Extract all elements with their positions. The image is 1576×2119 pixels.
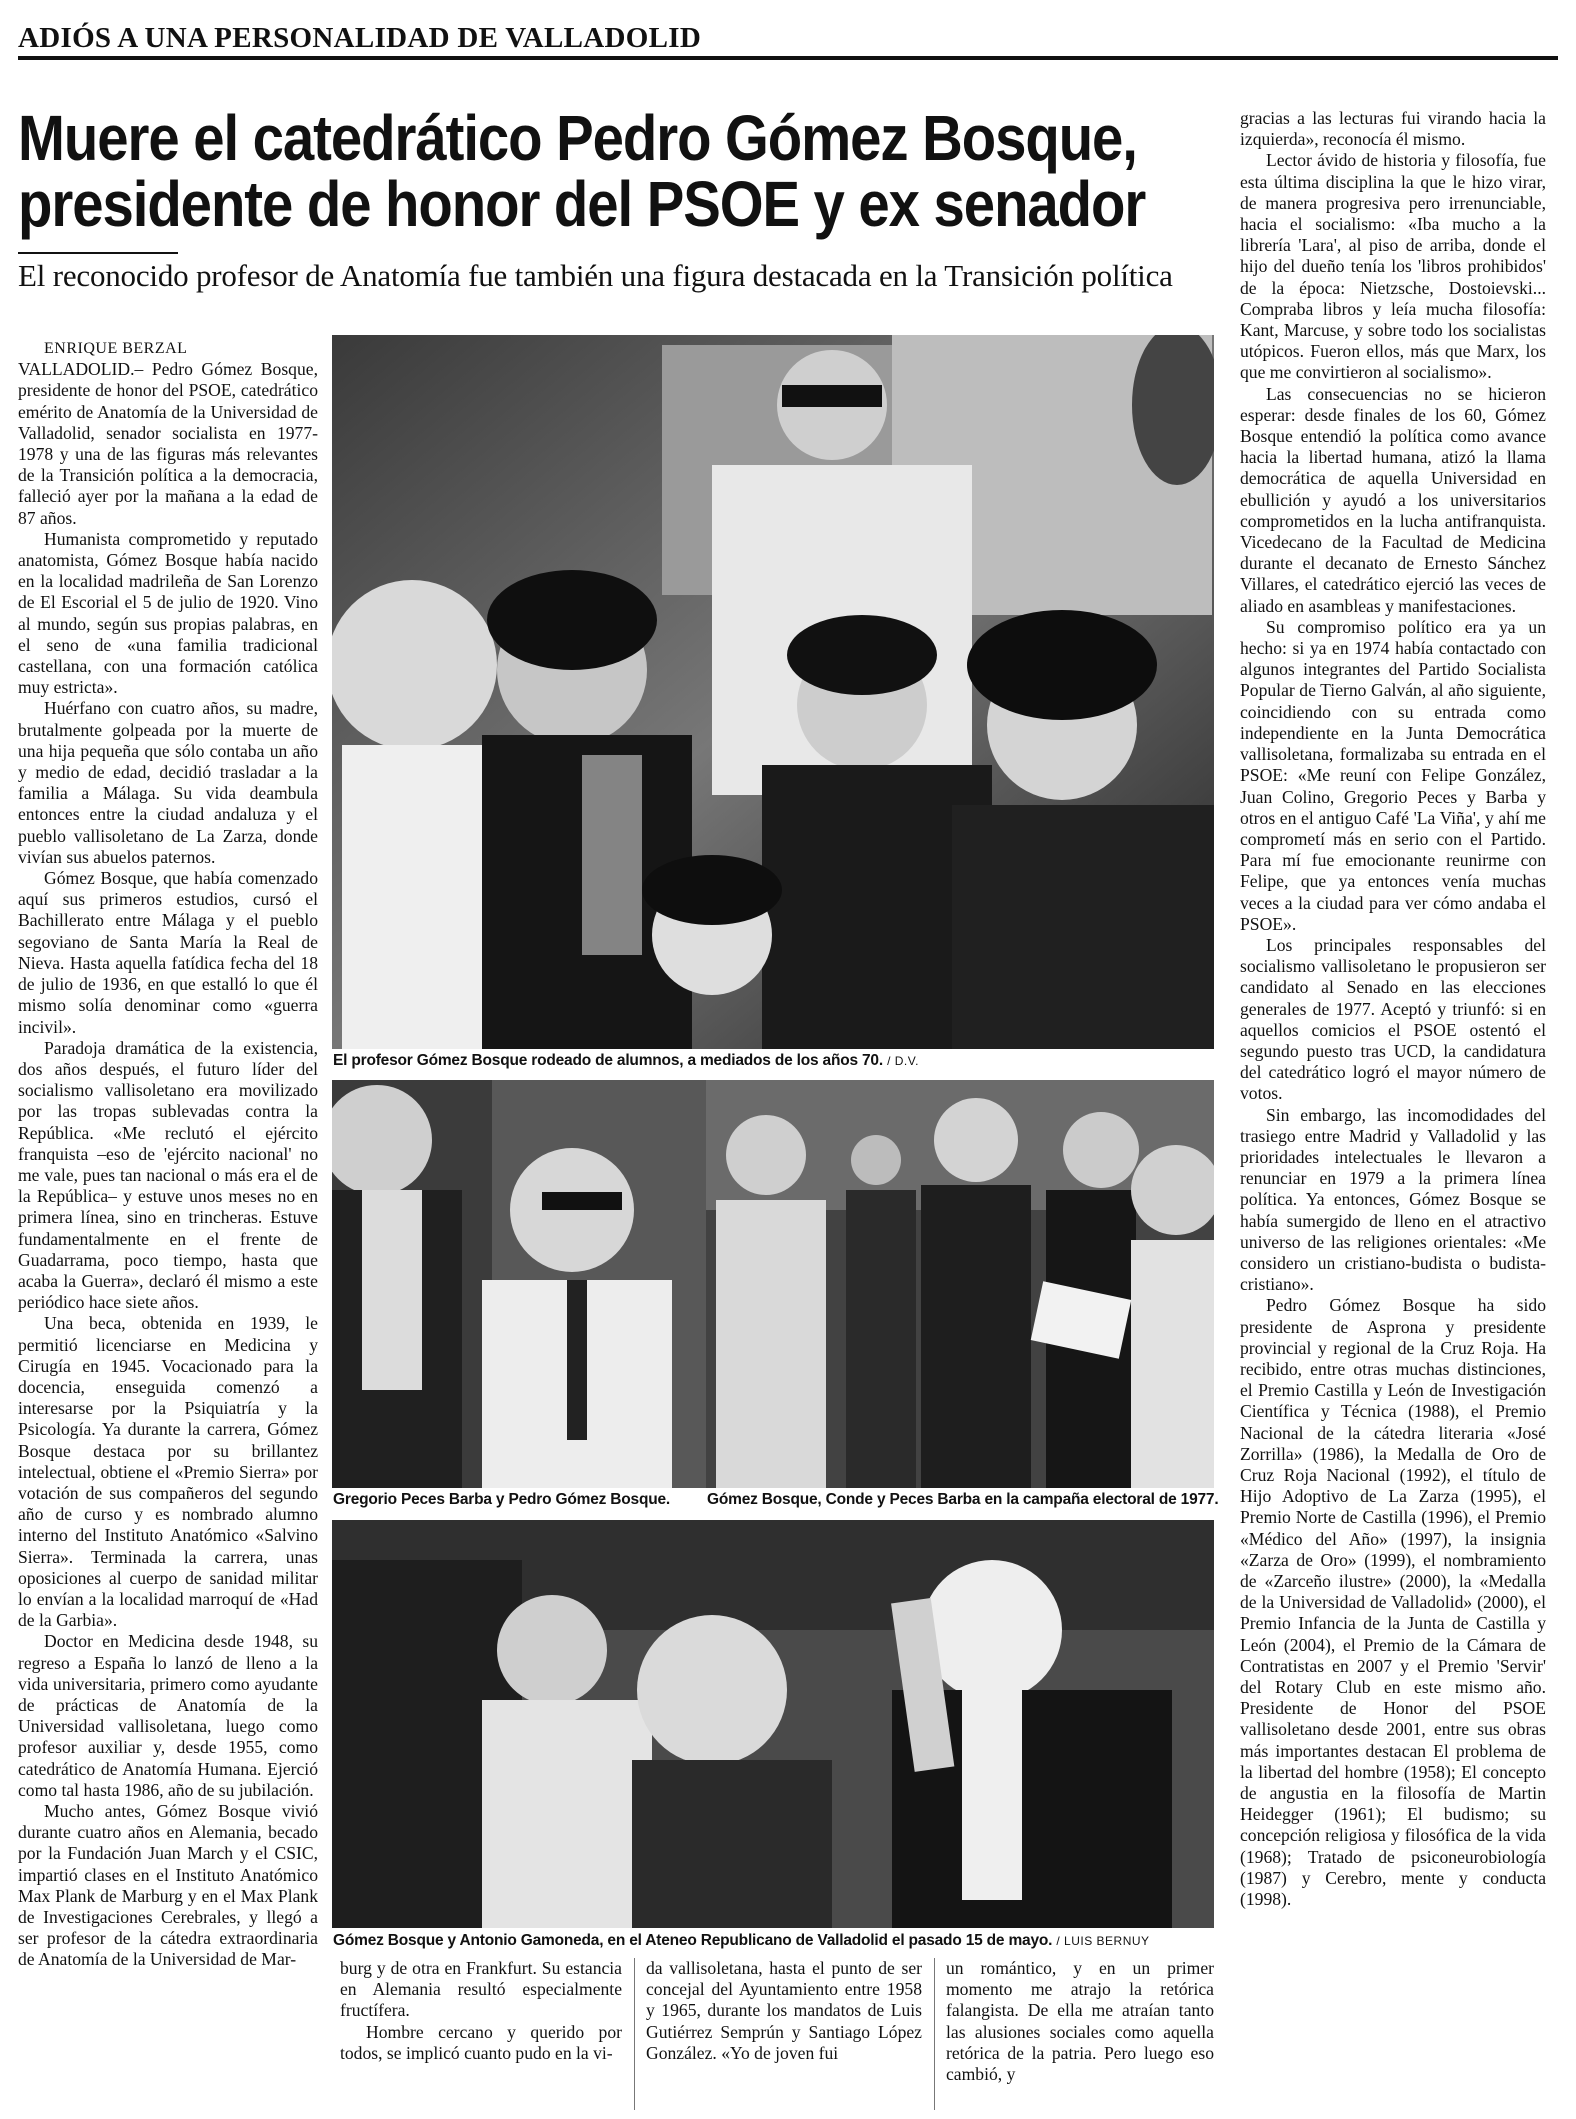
col1-paragraph: Mucho antes, Gómez Bosque vivió durante cuatro años en Alemania, becado por la Fundación Juan March y el CSIC, impartió clases en el Instituto Anatómico Max Plank de Marburg y en el Max Plank de Investigaciones Cerebrales, y llegó a ser profesor de la cátedra extraordinaria de Anatomía de la Universidad de Mar- xyxy=(18,1801,318,1970)
col1-paragraph: Doctor en Medicina desde 1948, su regreso a España lo lanzó de lleno a la vida universitaria, primero como ayudante de prácticas de Anatomía de la Universidad vallisoletana, luego como profesor auxiliar y, desde 1955, como catedrático de Anatomía Humana. Ejerció como tal hasta 1986, año de su jubilación. xyxy=(18,1631,318,1800)
headline-line-1: Muere el catedrático Pedro Gómez Bosque, xyxy=(18,102,1137,174)
bottom_col2-paragraph: burg y de otra en Frankfurt. Su estancia en Alemania resultó especialmente fructífera. xyxy=(340,1958,622,2021)
photo-main-image xyxy=(332,335,1214,1049)
photo-left-image xyxy=(332,1080,710,1488)
column-5 xyxy=(1240,108,1546,1910)
col1-paragraph: Paradoja dramática de la existencia, dos años después, el futuro líder del socialismo vallisoletano era movilizado por las tropas sublevadas contra la República. «Me reclutó el ejército franquista –eso de 'ejército nacional' no me vale, pues tan nacional o más era el de la República– y estuve unos meses no en primera línea, sino en trincheras. Estuve fundamentalmente en el frente de Guadarrama, poco tiempo, hasta que acaba la Guerra», declaró él mismo a este periódico hace siete años. xyxy=(18,1037,318,1313)
col5-paragraph: Sin embargo, las incomodidades del trasiego entre Madrid y Valladolid y las prioridades intelectuales le llevaron a renunciar en 1979 a la primera línea política. Ya entonces, Gómez Bosque se había sumergido de lleno en el atractivo universo de las religiones orientales: «Me considero un cristiano-budista o budista-cristiano». xyxy=(1240,1104,1546,1295)
column-3-bottom xyxy=(646,1958,922,2064)
photo-left xyxy=(332,1080,710,1488)
photo-right xyxy=(706,1080,1214,1488)
column-2-bottom xyxy=(340,1958,622,2064)
col5-paragraph: gracias a las lecturas fui virando hacia la izquierda», reconocía él mismo. xyxy=(1240,108,1546,150)
photo-main xyxy=(332,335,1214,1049)
column-rule xyxy=(934,1958,935,2110)
col5-paragraph: Su compromiso político era ya un hecho: si ya en 1974 había contactado con algunos integrantes del Partido Socialista Popular de Tierno Galván, al año siguiente, coincidiendo con su entrada como independiente en la Junta Democrática vallisoletana, formalizaba su entrada en el PSOE: «Me reuní con Felipe González, Juan Colino, Gregorio Peces y Barba y otros en el antiguo Café 'La Viña', y ahí me comprometí más en serio con el Partido. Para mí fue emocionante reunirme con Felipe, que ya entonces venía muchas veces a la ciudad para ver cómo andaba el PSOE». xyxy=(1240,616,1546,934)
photo-bottom-caption xyxy=(333,1932,1150,1950)
headline xyxy=(18,102,1146,240)
column-1 xyxy=(18,338,318,1971)
photo-bottom-caption-text: Gómez Bosque y Antonio Gamoneda, en el Ateneo Republicano de Valladolid el pasado 15 de mayo. xyxy=(333,1932,1053,1949)
col5-paragraph: Pedro Gómez Bosque ha sido presidente de Asprona y presidente provincial y regional de la Cruz Roja. Ha recibido, entre otras muchas distinciones, el Premio Castilla y León de Investigación Científica y Técnica (1988), el Premio Nacional de la cátedra literaria «José Zorrilla» (1986), la Medalla de Oro de Cruz Roja Nacional (1992), el título de Hijo Adoptivo de La Zarza (1995), el Premio Norte de Castilla (1996), el Premio «Médico del Año» (1997), la insignia «Zarza de Oro» (1999), el nombramiento de «Zarceño ilustre» (2000), la «Medalla de la Universidad de Valladolid» (2000), el Premio Infancia de la Junta de Castilla y León (2004), el Premio de la Cámara de Contratistas en 2007 y el Premio 'Servir' del Rotary Club en este mismo año. Presidente de Honor del PSOE vallisoletano desde 2001, entre sus obras más importantes destacan El problema de la libertad del hombre (1958); El concepto de angustia en la filosofía de Martin Heidegger (1961); El budismo; su concepción religiosa y filosófica de la vida (1968); Tratado de psiconeurobiología (1987) y Cerebro, mente y conducta (1998). xyxy=(1240,1295,1546,1910)
column-4-bottom xyxy=(946,1958,1214,2085)
subheadline: El reconocido profesor de Anatomía fue también una figura destacada en la Transición política xyxy=(18,258,1173,293)
photo-main-caption xyxy=(333,1052,919,1070)
photo-bottom-credit: / LUIS BERNUY xyxy=(1056,1934,1150,1948)
col1-paragraph: Huérfano con cuatro años, su madre, brutalmente golpeada por la muerte de una hija pequeña que sólo contaba un año y medio de edad, decidió trasladar a la familia a Málaga. Su vida deambula entonces entre la ciudad andaluza y el pueblo vallisoletano de La Zarza, donde vivían sus abuelos paternos. xyxy=(18,698,318,867)
col5-paragraph: Los principales responsables del socialismo vallisoletano le propusieron ser candidato al Senado en las elecciones generales de 1977. Aceptó y triunfó: si en aquellos comicios el PSOE ostentó el segundo puesto tras UCD, la candidatura del catedrático logró el mayor número de votos. xyxy=(1240,934,1546,1104)
column-rule xyxy=(634,1958,635,2110)
col5-paragraph: Lector ávido de historia y filosofía, fue esta última disciplina la que le hizo virar, de manera progresiva pero irrenunciable, hacia el socialismo: «Iba mucho a la librería 'Lara', al piso de arriba, donde el hijo del dueño tenía los 'libros prohibidos' de la época: Nietzsche, Dostoievski... Compraba libros y leía mucha filosofía: Kant, Marcuse, y sobre todo los socialistas utópicos. Fueron ellos, más que Marx, los que me convirtieron al socialismo». xyxy=(1240,150,1546,383)
byline: ENRIQUE BERZAL xyxy=(44,340,188,357)
photo-bottom xyxy=(332,1520,1214,1928)
photo-main-credit: / D.V. xyxy=(887,1054,919,1068)
col5-paragraph: Las consecuencias no se hicieron esperar: desde finales de los 60, Gómez Bosque entendió la política como avance hacia la libertad humana, atizó la llama democrática de aquella Universidad en ebullición y ayudó a los universitarios comprometidos en la lucha antifranquista. Vicedecano de la Facultad de Medicina durante el decanato de Ernesto Sánchez Villares, el catedrático ejerció las veces de aliado en asambleas y manifestaciones. xyxy=(1240,383,1546,616)
col1-paragraph: VALLADOLID.– Pedro Gómez Bosque, presidente de honor del PSOE, catedrático emérito de Anatomía de la Universidad de Valladolid, senador socialista en 1977-1978 y una de las figuras más relevantes de la Transición política a la democracia, falleció ayer por la mañana a la edad de 87 años. xyxy=(18,359,318,528)
photo-right-image xyxy=(706,1080,1214,1488)
headline-line-2: presidente de honor del PSOE y ex senador xyxy=(18,168,1146,240)
photo-right-caption: Gómez Bosque, Conde y Peces Barba en la campaña electoral de 1977. xyxy=(707,1491,1219,1508)
col1-paragraph: Una beca, obtenida en 1939, le permitió licenciarse en Medicina y Cirugía en 1945. Vocacionado para la docencia, enseguida comenzó a interesarse por la Psiquiatría y la Psicología. Ya durante la carrera, Gómez Bosque destaca por su brillantez intelectual, obtiene el «Premio Sierra» por votación de sus compañeros del segundo año de curso y es nombrado alumno interno del Instituto Anatómico «Salvino Sierra». Terminada la carrera, unas oposiciones al cuerpo de sanidad militar lo envían a la localidad marroquí de «Had de la Garbia». xyxy=(18,1313,318,1631)
bottom_col3-paragraph: da vallisoletana, hasta el punto de ser concejal del Ayuntamiento entre 1958 y 1965, durante los mandatos de Luis Gutiérrez Semprún y Santiago López González. «Yo de joven fui xyxy=(646,1958,922,2063)
bottom_col2-paragraph: Hombre cercano y querido por todos, se implicó cuanto pudo en la vi- xyxy=(340,2021,622,2063)
photo-main-caption-text: El profesor Gómez Bosque rodeado de alumnos, a mediados de los años 70. xyxy=(333,1052,883,1069)
photo-left-caption: Gregorio Peces Barba y Pedro Gómez Bosque. xyxy=(333,1491,671,1508)
photo-bottom-image xyxy=(332,1520,1214,1928)
section-title: ADIÓS A UNA PERSONALIDAD DE VALLADOLID xyxy=(18,22,702,54)
col1-paragraph: Gómez Bosque, que había comenzado aquí sus primeros estudios, cursó el Bachillerato entre Málaga y el pueblo segoviano de Santa María la Real de Nieva. Hasta aquella fatídica fecha del 18 de julio de 1936, en que estalló lo que él mismo solía denominar como «guerra incivil». xyxy=(18,868,318,1037)
subheadline-rule xyxy=(18,252,178,254)
bottom_col4-paragraph: un romántico, y en un primer momento me atrajo la retórica falangista. De ella me atraían tanto las alusiones sociales como aquella retórica de la patria. Pero luego eso cambió, y xyxy=(946,1958,1214,2085)
col1-paragraph: Humanista comprometido y reputado anatomista, Gómez Bosque había nacido en la localidad madrileña de San Lorenzo de El Escorial el 5 de julio de 1920. Vino al mundo, según sus propias palabras, en el seno de «una familia tradicional castellana, con una formación católica muy estricta». xyxy=(18,528,318,698)
